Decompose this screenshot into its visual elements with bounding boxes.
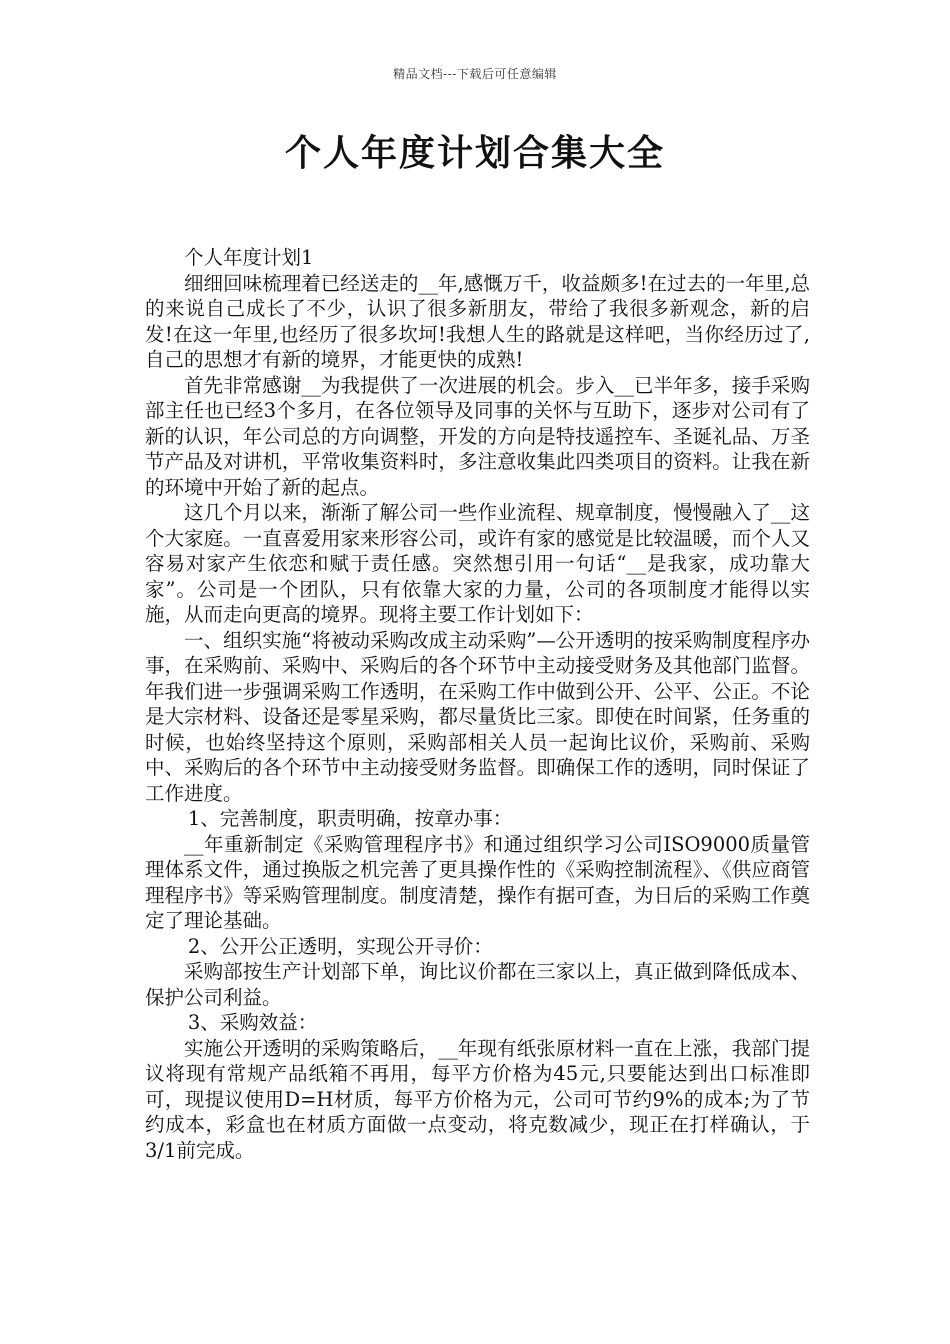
paragraph-section-one: 一、组织实施“将被动采购改成主动采购”—公开透明的按采购制度程序办事，在采购前、采购中、采购后的各个环节中主动接受财务及其他部门监督。年我们进一步强调采购工作透明，在采购工作中做到公开、公平、公正。不论是大宗材料、设备还是零星采购，都尽量货比三家。即使在时间紧，任务重的时候，也始终坚持这个原则，采购部相关人员一起询比议价，采购前、采购中、采购后的各个环节中主动接受财务监督。即确保工作的透明，同时保证了工作进度。 <box>145 628 810 805</box>
document-title: 个人年度计划合集大全 <box>284 133 665 174</box>
paragraph-company: 这几个月以来，渐渐了解公司一些作业流程、规章制度，慢慢融入了__这个大家庭。一直喜爱用家来形容公司，或许有家的感觉是比较温暖，而个人又容易对家产生依恋和赋于责任感。突然想引用一句话“__是我家，成功靠大家”。公司是一个团队，只有依靠大家的力量，公司的各项制度才能得以实施，从而走向更高的境界。现将主要工作计划如下： <box>145 501 810 626</box>
paragraph-system: __年重新制定《采购管理程序书》和通过组织学习公司ISO9000质量管理体系文件，通过换版之机完善了更具操作性的《采购控制流程》、《供应商管理程序书》等采购管理制度。制度清楚，操作有据可查，为日后的采购工作奠定了理论基础。 <box>145 832 810 932</box>
paragraph-thanks: 首先非常感谢__为我提供了一次进展的机会。步入__已半年多，接手采购部主任也已经3个多月，在各位领导及同事的关怀与互助下，逐步对公司有了新的认识，年公司总的方向调整，开发的方向是特技遥控车、圣诞礼品、万圣节产品及对讲机，平常收集资料时，多注意收集此四类项目的资料。让我在新的环境中开始了新的起点。 <box>145 373 810 499</box>
paragraph-benefit: 实施公开透明的采购策略后，__年现有纸张原材料一直在上涨，我部门提议将现有常规产品纸箱不再用，每平方价格为45元,只要能达到出口标准即可，现提议使用D=H材质，每平方价格为元，公司可节约9%的成本;为了节约成本，彩盒也在材质方面做一点变动，将克数减少，现正在打样确认，于3/1前完成。 <box>145 1036 810 1162</box>
paragraph-reflection: 细细回味梳理着已经送走的__年,感慨万千，收益颇多!在过去的一年里,总的来说自己成长了不少，认识了很多新朋友，带给了我很多新观念，新的启发!在这一年里,也经历了很多坎坷!我想人生的路就是这样吧，当你经历过了,自己的思想才有新的境界，才能更快的成熟! <box>145 271 810 371</box>
subheading-transparency: 2、公开公正透明，实现公开寻价： <box>187 934 493 958</box>
document-body <box>145 245 810 1163</box>
paragraph-transparency: 采购部按生产计划部下单，询比议价都在三家以上，真正做到降低成本、保护公司利益。 <box>145 960 810 1009</box>
subheading-system: 1、完善制度，职责明确，按章办事： <box>187 807 513 830</box>
plan-heading: 个人年度计划1 <box>184 246 314 269</box>
subheading-benefit: 3、采购效益： <box>187 1011 318 1034</box>
header-note: 精品文档---下载后可任意编辑 <box>393 67 557 81</box>
